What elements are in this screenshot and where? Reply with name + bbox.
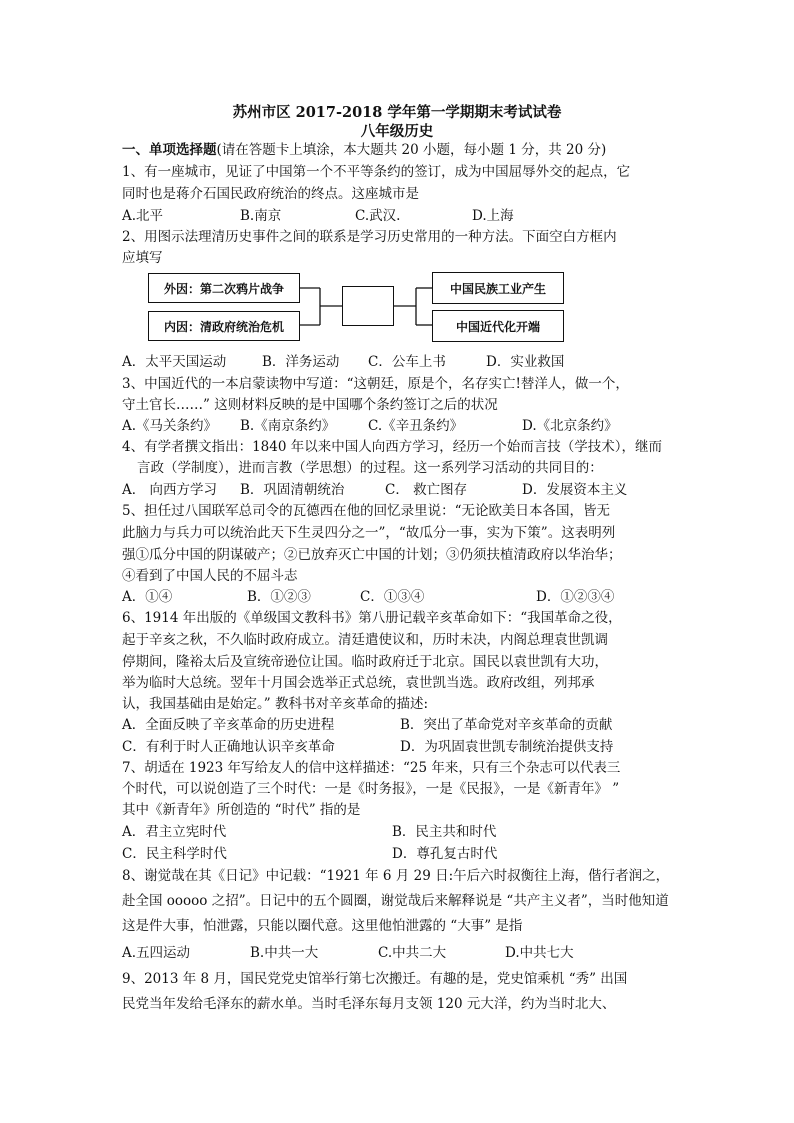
q2-option-d: D．实业救国 xyxy=(486,354,565,370)
q5-option-c: C．①③④ xyxy=(360,589,425,605)
section-header xyxy=(122,141,606,159)
q6-option-d: D．为巩固袁世凯专制统治提供支持 xyxy=(400,739,614,755)
q8-line-3: 这是件大事，怕泄露，只能以圈代意。这里他怕泄露的 “大事” 是指 xyxy=(122,918,523,934)
q5-line-2: 此脑力与兵力可以统治此天下生灵四分之一”，“故瓜分一事，实为下策”。这表明列 xyxy=(122,525,616,541)
q3-option-d: D.《北京条约》 xyxy=(522,418,618,434)
q5-line-1: 5、担任过八国联军总司令的瓦德西在他的回忆录里说：“无论欧美日本各国，皆无 xyxy=(122,503,610,519)
q2-option-b: B．洋务运动 xyxy=(262,354,340,370)
q8-line-2: 赴全国 ooooo 之招”。日记中的五个圆圈，谢觉哉后来解释说是 “共产主义者”，当时他知道 xyxy=(122,893,669,909)
q6-line-5: 认，我国基础由是始定。” 教科书对辛亥革命的描述: xyxy=(122,696,428,712)
diagram-box-national-industry: 中国民族工业产生 xyxy=(432,272,564,304)
q7-option-c: C．民主科学时代 xyxy=(122,846,227,862)
q9-line-2: 民党当年发给毛泽东的薪水单。当时毛泽东每月支领 120 元大洋，约为当时北大、 xyxy=(122,996,616,1012)
q2-diagram xyxy=(148,270,568,346)
q7-line-3: 其中《新青年》所创造的 “时代” 指的是 xyxy=(122,802,361,818)
q7-option-d: D．尊孔复古时代 xyxy=(392,846,498,862)
section-instruction: (请在答题卡上填涂，本大题共 20 小题，每小题 1 分，共 20 分) xyxy=(216,142,607,158)
q7-option-b: B．民主共和时代 xyxy=(392,824,497,840)
q4-option-d: D．发展资本主义 xyxy=(522,482,628,498)
diagram-box-modernization-start: 中国近代化开端 xyxy=(432,310,564,342)
exam-title: 苏州市区 2017-2018 学年第一学期期末考试试卷 xyxy=(232,104,562,121)
q5-option-b: B．①②③ xyxy=(247,589,311,605)
q6-line-1: 6、1914 年出版的《单级国文教科书》第八册记载辛亥革命如下：“我国革命之役， xyxy=(122,610,622,626)
section-heading: 一、单项选择题 xyxy=(122,142,217,158)
q2-option-c: C．公车上书 xyxy=(368,354,446,370)
q8-option-b: B.中共一大 xyxy=(250,945,319,961)
diagram-box-external-cause: 外因：第二次鸦片战争 xyxy=(148,273,300,303)
q1-option-d: D.上海 xyxy=(472,208,514,224)
q1-line-1: 1、有一座城市，见证了中国第一个不平等条约的签订，成为中国屈辱外交的起点，它 xyxy=(122,164,631,180)
q5-line-3: 强①瓜分中国的阴谋破产；②已放弃灭亡中国的计划；③仍须扶植清政府以华治华； xyxy=(122,547,622,563)
q4-option-b: B．巩固清朝统治 xyxy=(240,482,345,498)
q1-option-a: A.北平 xyxy=(122,208,164,224)
q5-option-d: D．①②③④ xyxy=(536,589,615,605)
q6-option-b: B．突出了革命党对辛亥革命的贡献 xyxy=(400,717,613,733)
exam-subtitle: 八年级历史 xyxy=(360,123,434,140)
q8-option-a: A.五四运动 xyxy=(122,945,191,961)
q3-option-a: A.《马关条约》 xyxy=(122,418,218,434)
q4-option-a: A． 向西方学习 xyxy=(122,482,218,498)
q2-line-1: 2、用图示法理清历史事件之间的联系是学习历史常用的一种方法。下面空白方框内 xyxy=(122,229,617,245)
diagram-box-internal-cause: 内因：清政府统治危机 xyxy=(148,311,300,341)
q8-line-1: 8、谢觉哉在其《日记》中记载：“1921 年 6 月 29 日:午后六时叔衡往上海，偕行者润之， xyxy=(122,868,670,884)
q3-option-c: C.《辛丑条约》 xyxy=(368,418,464,434)
q1-option-b: B.南京 xyxy=(240,208,282,224)
q5-line-4: ④看到了中国人民的不屈斗志 xyxy=(122,568,298,584)
q2-option-a: A．太平天国运动 xyxy=(122,354,227,370)
q6-option-a: A．全面反映了辛亥革命的历史进程 xyxy=(122,717,335,733)
q6-option-c: C．有利于时人正确地认识辛亥革命 xyxy=(122,739,335,755)
q4-line-2: 言政（学制度），进而言教（学思想）的过程。这一系列学习活动的共同目的： xyxy=(137,460,603,476)
q8-option-d: D.中共七大 xyxy=(505,945,574,961)
q5-option-a: A．①④ xyxy=(122,589,173,605)
q7-option-a: A．君主立宪时代 xyxy=(122,824,227,840)
q7-line-2: 个时代，可以说创造了三个时代：一是《时务报》，一是《民报》，一是《新青年》 ” xyxy=(122,781,620,797)
q4-line-1: 4、有学者撰文指出：1840 年以来中国人向西方学习，经历一个始而言技（学技术），继而 xyxy=(122,439,662,455)
q2-line-2: 应填写 xyxy=(122,250,163,266)
diagram-box-blank-answer xyxy=(342,286,394,326)
q1-line-2: 同时也是蒋介石国民政府统治的终点。这座城市是 xyxy=(122,186,419,202)
q3-option-b: B.《南京条约》 xyxy=(240,418,336,434)
q6-line-2: 起于辛亥之秋，不久临时政府成立。清廷遣使议和，历时未决，内阁总理袁世凯调 xyxy=(122,632,608,648)
q8-option-c: C.中共二大 xyxy=(378,945,447,961)
q3-line-2: 守土官长……” 这则材料反映的是中国哪个条约签订之后的状况 xyxy=(122,397,498,413)
q4-option-c: C． 救亡图存 xyxy=(385,482,468,498)
q7-line-1: 7、胡适在 1923 年写给友人的信中这样描述：“25 年来，只有三个杂志可以代表三 xyxy=(122,760,621,776)
q6-line-4: 举为临时大总统。翌年十月国会选举正式总统，袁世凯当选。政府改组，列邦承 xyxy=(122,675,595,691)
q1-option-c: C.武汉. xyxy=(355,208,401,224)
q9-line-1: 9、2013 年 8 月，国民党党史馆举行第七次搬迁。有趣的是，党史馆乘机 “秀” 出国 xyxy=(122,971,628,987)
q3-line-1: 3、中国近代的一本启蒙读物中写道：“这朝廷，原是个，名存实亡!替洋人，做一个， xyxy=(122,376,629,392)
q6-line-3: 停期间，隆裕太后及宣统帝逊位让国。临时政府迁于北京。国民以袁世凯有大功， xyxy=(122,654,608,670)
